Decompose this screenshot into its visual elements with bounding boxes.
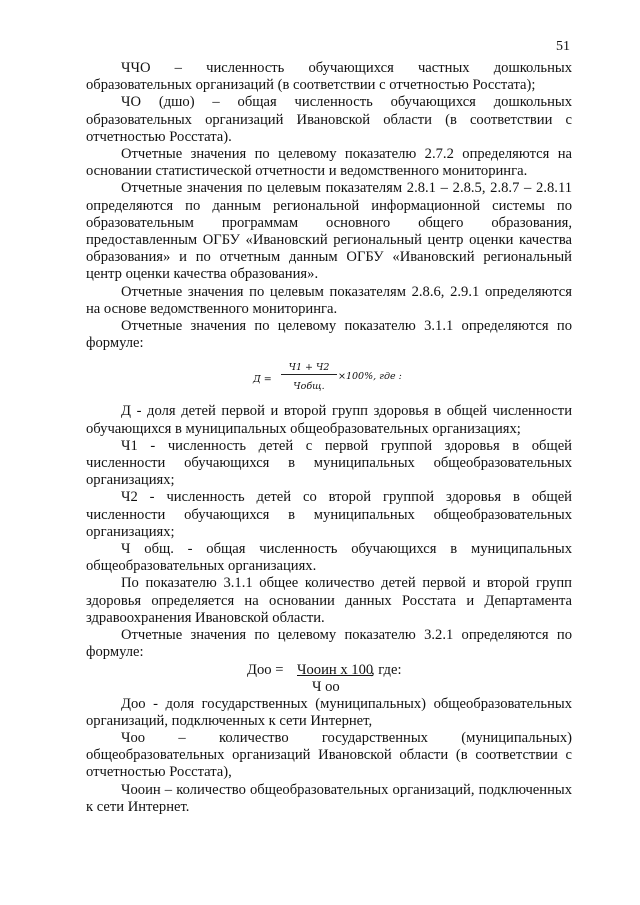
paragraph-3-1-1-source: По показателю 3.1.1 общее количество детей первой и второй групп здоровья определяется на основании данных Росстата и Департамента здравоохранения Ивановской области. [86,575,572,626]
formula-denominator: Чобщ. [293,381,325,393]
formula-tail: ×100%, где : [338,371,402,383]
paragraph-ch2-definition: Ч2 - численность детей со второй группой здоровья в общей численности обучающихся в муниципальных общеобразовательных организациях; [86,489,572,540]
formula2-denominator: Ч оо [312,678,340,695]
formula2-tail: , где: [371,661,402,678]
paragraph-indicator-3-2-1: Отчетные значения по целевому показателю 3.2.1 определяются по формуле: [86,627,572,661]
paragraph-indicator-2-7-2: Отчетные значения по целевому показателю 2.7.2 определяются на основании статистической отчетности и ведомственного мониторинга. [86,146,572,180]
formula-internet-share [86,662,572,696]
formula-lhs: Д = [253,374,272,386]
paragraph-indicators-2-8: Отчетные значения по целевым показателям 2.8.1 – 2.8.5, 2.8.7 – 2.8.11 определяются по данным региональной информационной системы по образовательным программам основного общего образования, предоставленным ОГБУ «Ивановский региональный центр оценки качества образования» и по отчетным данным ОГБУ «Ивановский региональный центр оценки качества образования». [86,180,572,283]
paragraph-doo-definition: Доо - доля государственных (муниципальных) общеобразовательных организаций, подключенных к сети Интернет, [86,695,572,729]
paragraph-chobsch-definition: Ч общ. - общая численность обучающихся в муниципальных общеобразовательных организациях. [86,541,572,575]
paragraph-cho-definition: ЧО (дшо) – общая численность обучающихся дошкольных образовательных организаций Ивановской области (в соответствии с отчетностью Росстата). [86,94,572,145]
page-content [86,60,572,816]
formula-health-share [86,353,572,403]
formula-numerator: Ч1 + Ч2 [288,362,330,374]
formula2-lhs: Доо = [247,661,284,678]
formula2-numerator: Чооин х 100 [297,661,374,678]
paragraph-chcho-definition: ЧЧО – численность обучающихся частных дошкольных образовательных организаций (в соответствии с отчетностью Росстата); [86,60,572,94]
paragraph-indicators-2-8-6: Отчетные значения по целевым показателям 2.8.6, 2.9.1 определяются на основе ведомственного мониторинга. [86,283,572,317]
page-number: 51 [556,39,570,54]
paragraph-chooin-definition: Чооин – количество общеобразовательных организаций, подключенных к сети Интернет. [86,781,572,815]
fraction-bar [281,374,337,375]
paragraph-d-definition: Д - доля детей первой и второй групп здоровья в общей численности обучающихся в муниципальных общеобразовательных организациях; [86,403,572,437]
paragraph-ch1-definition: Ч1 - численность детей с первой группой здоровья в общей численности обучающихся в муниципальных общеобразовательных организациях; [86,437,572,489]
paragraph-indicator-3-1-1: Отчетные значения по целевому показателю 3.1.1 определяются по формуле: [86,318,572,352]
paragraph-choo-definition: Чоо – количество государственных (муниципальных) общеобразовательных организаций Ивановской области (в соответствии с отчетностью Росстата), [86,729,572,781]
